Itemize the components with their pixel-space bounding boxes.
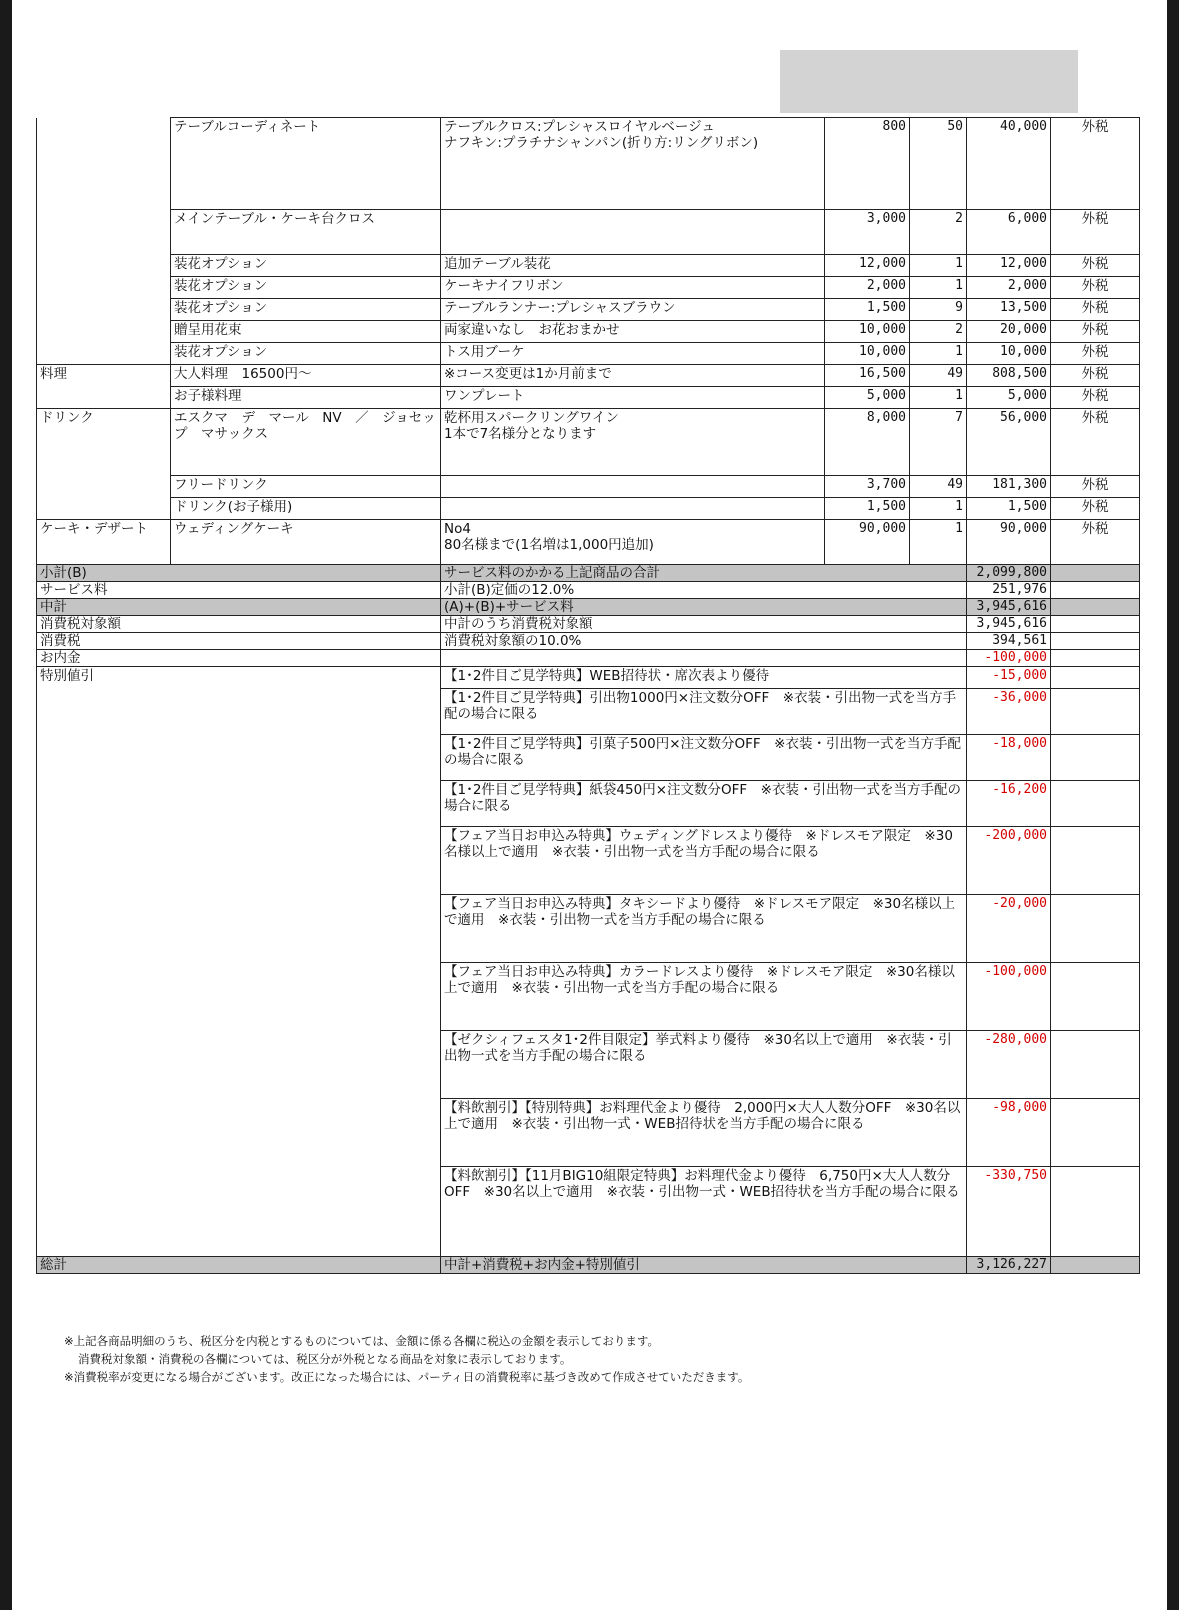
discount-blank (1051, 1099, 1140, 1167)
summary-blank (1051, 616, 1140, 633)
item-row (37, 343, 1140, 365)
discount-text: 【フェア当日お申込み特典】タキシードより優待 ※ドレスモア限定 ※30名様以上で適用 ※衣装・引出物一式を当方手配の場合に限る (441, 895, 967, 963)
discount-text: 【1･2件目ご見学特典】引菓子500円×注文数分OFF ※衣装・引出物一式を当方手配の場合に限る (441, 735, 967, 781)
item-category (37, 118, 171, 210)
item-description-line: 乾杯用スパークリングワイン (444, 410, 619, 426)
item-description-line: No4 (444, 521, 471, 537)
item-tax-type: 外税 (1051, 118, 1140, 210)
footnotes (64, 1332, 1124, 1386)
discount-text: 【フェア当日お申込み特典】カラードレスより優待 ※ドレスモア限定 ※30名様以上で適用 ※衣装・引出物一式を当方手配の場合に限る (441, 963, 967, 1031)
item-category (37, 343, 171, 365)
item-amount: 20,000 (967, 321, 1051, 343)
summary-amount: 394,561 (967, 633, 1051, 650)
item-unit-price: 90,000 (825, 520, 910, 565)
discount-blank (1051, 781, 1140, 827)
discount-amount: -100,000 (967, 963, 1051, 1031)
discount-text: 【1･2件目ご見学特典】紙袋450円×注文数分OFF ※衣装・引出物一式を当方手配の場合に限る (441, 781, 967, 827)
item-unit-price: 16,500 (825, 365, 910, 387)
item-description-line: ※コース変更は1か月前まで (444, 366, 612, 382)
item-row (37, 210, 1140, 255)
note-1: ※上記各商品明細のうち、税区分を内税とするものについては、金額に係る各欄に税込の金額を表示しております。 (64, 1334, 659, 1348)
item-quantity: 2 (910, 210, 967, 255)
summary-description: 中計のうち消費税対象額 (441, 616, 967, 633)
summary-row (37, 565, 1140, 582)
item-description-line: ケーキナイフリボン (444, 278, 564, 294)
item-description (441, 343, 825, 365)
discount-amount: -15,000 (967, 667, 1051, 689)
item-amount: 40,000 (967, 118, 1051, 210)
summary-row (37, 599, 1140, 616)
item-unit-price: 2,000 (825, 277, 910, 299)
summary-description (441, 650, 967, 667)
item-quantity: 9 (910, 299, 967, 321)
discount-text: 【フェア当日お申込み特典】ウェディングドレスより優待 ※ドレスモア限定 ※30名様以上で適用 ※衣装・引出物一式を当方手配の場合に限る (441, 827, 967, 895)
summary-amount: 2,099,800 (967, 565, 1051, 582)
item-description (441, 498, 825, 520)
item-description (441, 365, 825, 387)
item-tax-type: 外税 (1051, 387, 1140, 409)
item-tax-type: 外税 (1051, 321, 1140, 343)
item-quantity: 50 (910, 118, 967, 210)
item-quantity: 1 (910, 387, 967, 409)
item-row (37, 387, 1140, 409)
item-quantity: 1 (910, 520, 967, 565)
discount-text: 【1･2件目ご見学特典】引出物1000円×注文数分OFF ※衣装・引出物一式を当方手配の場合に限る (441, 689, 967, 735)
total-row (37, 1257, 1140, 1274)
item-description-line: ワンプレート (444, 388, 525, 404)
item-description-line: 1本で7名様分となります (444, 426, 597, 442)
estimate-table (36, 117, 1140, 1274)
total-desc: 中計+消費税+お内金+特別値引 (441, 1257, 967, 1274)
summary-blank (1051, 650, 1140, 667)
item-category: ケーキ・デザート (37, 520, 171, 565)
discount-blank (1051, 1167, 1140, 1257)
discount-blank (1051, 689, 1140, 735)
total-amount: 3,126,227 (967, 1257, 1051, 1274)
item-unit-price: 800 (825, 118, 910, 210)
summary-amount: -100,000 (967, 650, 1051, 667)
summary-label: 中計 (37, 599, 441, 616)
discount-blank (1051, 667, 1140, 689)
discount-blank (1051, 735, 1140, 781)
item-amount: 5,000 (967, 387, 1051, 409)
item-name: 装花オプション (171, 343, 441, 365)
summary-amount: 251,976 (967, 582, 1051, 599)
item-quantity: 49 (910, 365, 967, 387)
summary-row (37, 650, 1140, 667)
item-row (37, 255, 1140, 277)
item-description (441, 255, 825, 277)
summary-amount: 3,945,616 (967, 616, 1051, 633)
item-name: 装花オプション (171, 277, 441, 299)
summary-label: 消費税 (37, 633, 441, 650)
discount-amount: -16,200 (967, 781, 1051, 827)
item-description-line: テーブルランナー:プレシャスブラウン (444, 300, 676, 316)
item-description (441, 409, 825, 476)
discount-text: 【1･2件目ご見学特典】WEB招待状・席次表より優待 (441, 667, 967, 689)
redacted-box (780, 50, 1078, 113)
item-category (37, 277, 171, 299)
item-quantity: 1 (910, 498, 967, 520)
item-name: 大人料理 16500円～ (171, 365, 441, 387)
discount-amount: -200,000 (967, 827, 1051, 895)
item-tax-type: 外税 (1051, 520, 1140, 565)
item-quantity: 49 (910, 476, 967, 498)
item-description (441, 299, 825, 321)
discount-blank (1051, 1031, 1140, 1099)
item-category (37, 476, 171, 498)
item-unit-price: 10,000 (825, 343, 910, 365)
item-unit-price: 1,500 (825, 498, 910, 520)
discount-row (37, 667, 1140, 689)
item-row (37, 476, 1140, 498)
scan-edge-left (0, 0, 12, 1610)
discount-body (37, 667, 1140, 1257)
item-description-line: 両家違いなし お花おまかせ (444, 322, 620, 338)
item-name: 装花オプション (171, 255, 441, 277)
scan-edge-right (1167, 0, 1179, 1610)
item-row (37, 321, 1140, 343)
item-row (37, 277, 1140, 299)
item-tax-type: 外税 (1051, 476, 1140, 498)
item-quantity: 1 (910, 277, 967, 299)
summary-description: サービス料のかかる上記商品の合計 (441, 565, 967, 582)
item-amount: 12,000 (967, 255, 1051, 277)
item-description (441, 321, 825, 343)
item-tax-type: 外税 (1051, 365, 1140, 387)
item-name: エスクマ デ マール NV ／ ジョセップ マサックス (171, 409, 441, 476)
item-amount: 56,000 (967, 409, 1051, 476)
discount-text: 【ゼクシィフェスタ1･2件目限定】挙式料より優待 ※30名以上で適用 ※衣装・引出物一式を当方手配の場合に限る (441, 1031, 967, 1099)
item-tax-type: 外税 (1051, 343, 1140, 365)
item-name: 贈呈用花束 (171, 321, 441, 343)
item-unit-price: 10,000 (825, 321, 910, 343)
item-amount: 2,000 (967, 277, 1051, 299)
summary-description: (A)+(B)+サービス料 (441, 599, 967, 616)
summary-description: 消費税対象額の10.0% (441, 633, 967, 650)
summary-blank (1051, 565, 1140, 582)
item-row (37, 520, 1140, 565)
item-amount: 90,000 (967, 520, 1051, 565)
item-name: フリードリンク (171, 476, 441, 498)
discount-amount: -18,000 (967, 735, 1051, 781)
item-quantity: 2 (910, 321, 967, 343)
summary-blank (1051, 582, 1140, 599)
discount-amount: -20,000 (967, 895, 1051, 963)
item-category (37, 299, 171, 321)
discount-amount: -280,000 (967, 1031, 1051, 1099)
discount-label: 特別値引 (37, 667, 441, 1257)
item-description (441, 476, 825, 498)
item-amount: 1,500 (967, 498, 1051, 520)
summary-blank (1051, 599, 1140, 616)
total-label: 総計 (37, 1257, 441, 1274)
item-quantity: 7 (910, 409, 967, 476)
item-name: メインテーブル・ケーキ台クロス (171, 210, 441, 255)
item-category (37, 387, 171, 409)
item-description (441, 520, 825, 565)
summary-description: 小計(B)定価の12.0% (441, 582, 967, 599)
summary-blank (1051, 633, 1140, 650)
item-description-line: 追加テーブル装花 (444, 256, 551, 272)
item-tax-type: 外税 (1051, 277, 1140, 299)
item-description-line: 80名様まで(1名増は1,000円追加) (444, 537, 654, 553)
item-unit-price: 12,000 (825, 255, 910, 277)
discount-blank (1051, 895, 1140, 963)
discount-amount: -98,000 (967, 1099, 1051, 1167)
item-row (37, 365, 1140, 387)
item-category: ドリンク (37, 409, 171, 476)
discount-text: 【料飲割引】【11月BIG10組限定特典】お料理代金より優待 6,750円×大人人数分OFF ※30名以上で適用 ※衣装・引出物一式・WEB招待状を当方手配の場合に限る (441, 1167, 967, 1257)
item-quantity: 1 (910, 255, 967, 277)
summary-label: 小計(B) (37, 565, 441, 582)
item-unit-price: 5,000 (825, 387, 910, 409)
item-quantity: 1 (910, 343, 967, 365)
item-description (441, 387, 825, 409)
item-row (37, 498, 1140, 520)
item-name: ウェディングケーキ (171, 520, 441, 565)
item-unit-price: 8,000 (825, 409, 910, 476)
summary-label: サービス料 (37, 582, 441, 599)
summary-amount: 3,945,616 (967, 599, 1051, 616)
item-amount: 808,500 (967, 365, 1051, 387)
item-unit-price: 1,500 (825, 299, 910, 321)
item-name: テーブルコーディネート (171, 118, 441, 210)
summary-row (37, 582, 1140, 599)
item-tax-type: 外税 (1051, 210, 1140, 255)
item-category: 料理 (37, 365, 171, 387)
item-tax-type: 外税 (1051, 299, 1140, 321)
item-row (37, 409, 1140, 476)
item-amount: 181,300 (967, 476, 1051, 498)
items-body (37, 118, 1140, 565)
item-amount: 6,000 (967, 210, 1051, 255)
item-tax-type: 外税 (1051, 409, 1140, 476)
discount-text: 【料飲割引】【特別特典】お料理代金より優待 2,000円×大人人数分OFF ※30名以上で適用 ※衣装・引出物一式・WEB招待状を当方手配の場合に限る (441, 1099, 967, 1167)
item-tax-type: 外税 (1051, 255, 1140, 277)
item-row (37, 118, 1140, 210)
item-amount: 13,500 (967, 299, 1051, 321)
item-description-line: トス用ブーケ (444, 344, 525, 360)
item-unit-price: 3,000 (825, 210, 910, 255)
note-2: 消費税対象額・消費税の各欄については、税区分が外税となる商品を対象に表示しております。 (78, 1352, 572, 1366)
summary-label: お内金 (37, 650, 441, 667)
discount-amount: -330,750 (967, 1167, 1051, 1257)
item-description (441, 118, 825, 210)
summary-label: 消費税対象額 (37, 616, 441, 633)
item-amount: 10,000 (967, 343, 1051, 365)
item-description (441, 210, 825, 255)
item-tax-type: 外税 (1051, 498, 1140, 520)
item-name: 装花オプション (171, 299, 441, 321)
discount-amount: -36,000 (967, 689, 1051, 735)
item-unit-price: 3,700 (825, 476, 910, 498)
item-description-line: ナフキン:プラチナシャンパン(折り方:リングリボン) (444, 135, 759, 151)
item-category (37, 498, 171, 520)
summary-body (37, 565, 1140, 667)
item-description (441, 277, 825, 299)
item-row (37, 299, 1140, 321)
item-name: お子様料理 (171, 387, 441, 409)
discount-blank (1051, 963, 1140, 1031)
item-name: ドリンク(お子様用) (171, 498, 441, 520)
summary-row (37, 616, 1140, 633)
item-category (37, 321, 171, 343)
discount-blank (1051, 827, 1140, 895)
item-description-line: テーブルクロス:プレシャスロイヤルベージュ (444, 119, 715, 135)
note-3: ※消費税率が変更になる場合がございます。改正になった場合には、パーティ日の消費税率に基づき改めて作成させていただきます。 (64, 1370, 750, 1384)
item-category (37, 255, 171, 277)
summary-row (37, 633, 1140, 650)
item-category (37, 210, 171, 255)
